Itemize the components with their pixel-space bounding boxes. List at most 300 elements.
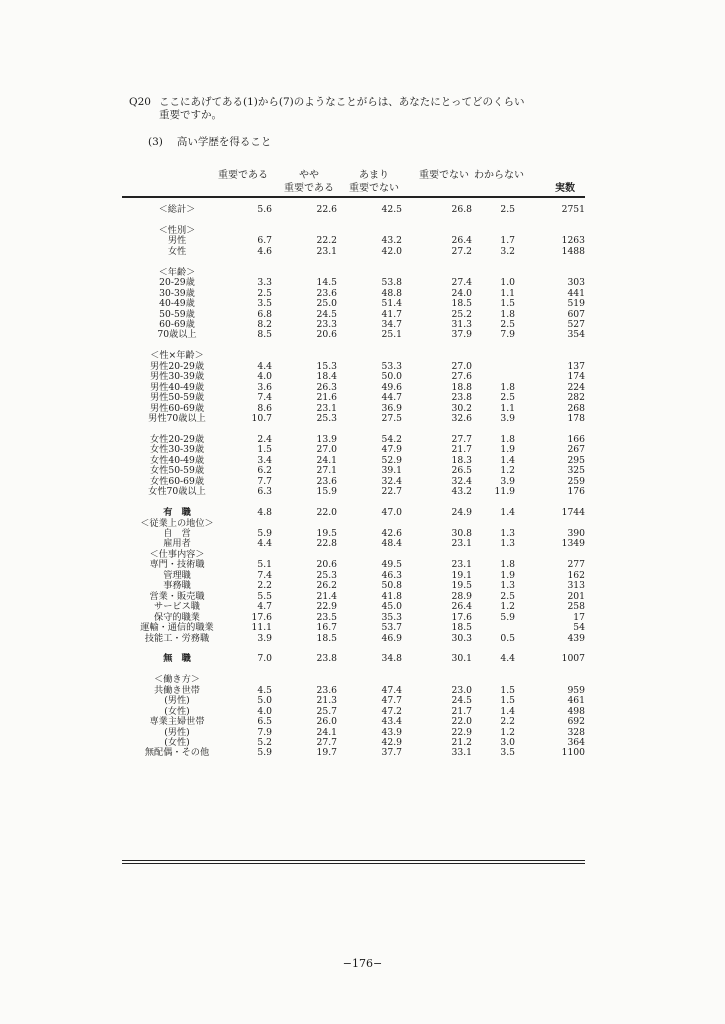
- value-dont-know: 2.2: [500, 716, 515, 728]
- value-count: 1349: [561, 538, 585, 550]
- row-label: 専門・技術職: [149, 559, 205, 571]
- value-important: 4.4: [257, 538, 272, 550]
- value-not-important: 17.6: [451, 611, 472, 623]
- value-important: 2.2: [257, 580, 272, 592]
- value-count: 178: [567, 413, 585, 425]
- value-somewhat-important: 20.6: [316, 329, 337, 341]
- row-label: 40-49歳: [159, 298, 195, 310]
- column-header-not-very-important-line2: 重要でない: [349, 183, 399, 194]
- value-important: 5.0: [257, 695, 272, 707]
- row-label: 有 職: [163, 507, 191, 519]
- value-dont-know: 0.5: [500, 632, 515, 644]
- value-count: 258: [567, 601, 585, 613]
- value-somewhat-important: 20.6: [316, 559, 337, 571]
- value-somewhat-important: 16.7: [316, 622, 337, 634]
- column-header-somewhat-important-line1: やや: [299, 170, 319, 181]
- table-row: [122, 654, 585, 664]
- group-heading: ＜年齢＞: [158, 266, 196, 278]
- group-heading-row: [122, 226, 585, 236]
- subitem: [148, 134, 271, 149]
- question-text-line2: 重要ですか。: [159, 109, 222, 121]
- question-text-line1: ここにあげてある(1)から(7)のようなことがらは、あなたにとってどのくらい: [159, 96, 525, 108]
- value-dont-know: 2.5: [500, 204, 515, 215]
- row-label: 50-59歳: [159, 308, 195, 320]
- value-dont-know: 1.3: [500, 527, 515, 539]
- column-header-somewhat-important-line2: 重要である: [284, 183, 334, 194]
- value-dont-know: 5.9: [500, 611, 515, 623]
- row-label: 運輸・通信的職業: [140, 622, 214, 634]
- value-count: 692: [567, 716, 585, 728]
- spacer-cell: [122, 498, 585, 508]
- value-not-very-important: 53.7: [381, 622, 402, 634]
- value-not-very-important: 53.3: [381, 360, 402, 372]
- subitem-number: (3): [148, 136, 163, 148]
- value-count: 267: [567, 444, 585, 456]
- value-not-important: 21.7: [451, 444, 472, 456]
- value-somewhat-important: 23.8: [316, 653, 337, 665]
- value-somewhat-important: 23.6: [316, 684, 337, 696]
- value-dont-know: 1.1: [500, 287, 515, 299]
- value-not-important: 30.2: [451, 402, 472, 414]
- value-important: 3.5: [257, 298, 272, 310]
- value-important: 4.7: [257, 601, 272, 613]
- value-not-important: 18.3: [451, 454, 472, 466]
- value-not-very-important: 47.7: [381, 695, 402, 707]
- value-important: 4.8: [257, 507, 272, 519]
- value-count: 162: [567, 569, 585, 581]
- row-label: 女性: [167, 245, 187, 257]
- row-label: 男性40-49歳: [149, 381, 205, 393]
- value-important: 5.5: [257, 590, 272, 602]
- table-row: [122, 236, 585, 246]
- column-header-somewhat-important: [284, 169, 334, 195]
- value-somewhat-important: 23.3: [316, 318, 337, 330]
- footer-rule-2: [122, 863, 585, 864]
- value-not-very-important: 41.8: [381, 590, 402, 602]
- value-dont-know: 2.5: [500, 392, 515, 404]
- value-dont-know: 1.9: [500, 569, 515, 581]
- table-row: [122, 696, 585, 706]
- value-important: 6.2: [257, 465, 272, 477]
- value-not-important: 24.0: [451, 287, 472, 299]
- value-not-very-important: 49.5: [381, 559, 402, 571]
- value-important: 4.4: [257, 360, 272, 372]
- value-not-important: 28.9: [451, 590, 472, 602]
- table-row: [122, 205, 585, 215]
- value-somewhat-important: 25.7: [316, 705, 337, 717]
- value-important: 7.0: [257, 653, 272, 665]
- value-not-important: 26.4: [451, 601, 472, 613]
- row-label: 共働き世帯: [154, 684, 200, 696]
- value-dont-know: 1.8: [500, 559, 515, 571]
- value-important: 6.7: [257, 235, 272, 247]
- value-not-important: 23.0: [451, 684, 472, 696]
- value-dont-know: 3.9: [500, 413, 515, 425]
- footer-rule-1: [122, 860, 585, 861]
- value-somewhat-important: 22.6: [316, 204, 337, 215]
- value-count: 295: [567, 454, 585, 466]
- value-somewhat-important: 24.1: [316, 726, 337, 738]
- value-not-important: 32.4: [451, 475, 472, 487]
- value-count: 328: [567, 726, 585, 738]
- value-count: 54: [573, 622, 585, 634]
- value-not-very-important: 44.7: [381, 392, 402, 404]
- value-somewhat-important: 14.5: [316, 277, 337, 289]
- value-count: 224: [567, 381, 585, 393]
- value-count: 1100: [561, 747, 585, 759]
- value-not-important: 27.2: [451, 245, 472, 257]
- row-label: 30-39歳: [159, 287, 195, 299]
- value-not-very-important: 41.7: [381, 308, 402, 320]
- column-header-important: 重要である: [218, 170, 268, 181]
- value-not-very-important: 46.9: [381, 632, 402, 644]
- row-label: 女性40-49歳: [149, 454, 205, 466]
- value-not-important: 27.6: [451, 371, 472, 383]
- value-count: 325: [567, 465, 585, 477]
- value-important: 17.6: [251, 611, 272, 623]
- value-important: 7.7: [257, 475, 272, 487]
- value-dont-know: [472, 362, 515, 372]
- value-not-very-important: 47.0: [381, 507, 402, 519]
- value-important: 5.1: [257, 559, 272, 571]
- value-dont-know: 1.9: [500, 444, 515, 456]
- row-label: 女性70歳以上: [148, 486, 206, 498]
- value-not-very-important: 43.9: [381, 726, 402, 738]
- row-label: 自 営: [163, 527, 191, 539]
- group-heading-row: [122, 519, 585, 529]
- page-number: −176−: [342, 957, 383, 970]
- value-important: 10.7: [251, 413, 272, 425]
- row-label: 保守的職業: [154, 611, 200, 623]
- table-row: [122, 717, 585, 727]
- value-count: 354: [567, 329, 585, 341]
- value-not-important: 22.9: [451, 726, 472, 738]
- value-not-very-important: 27.5: [381, 413, 402, 425]
- row-label: 専業主婦世帯: [149, 716, 205, 728]
- value-not-important: 21.2: [451, 737, 472, 748]
- value-dont-know: [472, 351, 515, 361]
- value-somewhat-important: 27.0: [316, 444, 337, 456]
- value-dont-know: 1.2: [500, 601, 515, 613]
- row-label: (男性): [164, 726, 190, 738]
- value-not-important: 43.2: [451, 486, 472, 498]
- value-somewhat-important: 26.0: [316, 716, 337, 728]
- value-important: 5.6: [257, 204, 272, 215]
- value-somewhat-important: 21.6: [316, 392, 337, 404]
- value-dont-know: 2.5: [500, 318, 515, 330]
- table-row: [122, 728, 585, 738]
- value-count: 959: [567, 684, 585, 696]
- table-row: [122, 299, 585, 309]
- row-label: 70歳以上: [157, 329, 197, 341]
- value-important: 4.0: [257, 705, 272, 717]
- value-not-very-important: 34.8: [381, 653, 402, 665]
- value-not-important: 18.8: [451, 381, 472, 393]
- value-count: 607: [567, 308, 585, 320]
- value-not-very-important: 37.7: [381, 747, 402, 759]
- value-important: 7.4: [257, 392, 272, 404]
- value-somewhat-important: 25.0: [316, 298, 337, 310]
- value-not-important: 18.5: [451, 298, 472, 310]
- value-somewhat-important: 19.7: [316, 747, 337, 759]
- value-not-important: 30.8: [451, 527, 472, 539]
- value-dont-know: 1.4: [500, 454, 515, 466]
- value-not-important: 26.5: [451, 465, 472, 477]
- value-dont-know: 3.5: [500, 747, 515, 759]
- value-not-important: 30.1: [451, 653, 472, 665]
- value-not-important: 26.4: [451, 235, 472, 247]
- value-dont-know: 1.5: [500, 695, 515, 707]
- column-header-count: 実数: [555, 183, 575, 194]
- value-somewhat-important: 21.4: [316, 590, 337, 602]
- value-not-very-important: 49.6: [381, 381, 402, 393]
- value-somewhat-important: 26.3: [316, 381, 337, 393]
- value-not-important: 30.3: [451, 632, 472, 644]
- value-count: 527: [567, 318, 585, 330]
- value-important: 6.3: [257, 486, 272, 498]
- value-not-very-important: 52.9: [381, 454, 402, 466]
- value-somewhat-important: 22.2: [316, 235, 337, 247]
- value-important: 1.5: [257, 444, 272, 456]
- table-row: [122, 571, 585, 581]
- table-row: [122, 686, 585, 696]
- value-not-important: 19.5: [451, 580, 472, 592]
- value-dont-know: 1.2: [500, 726, 515, 738]
- row-label: 管理職: [163, 569, 191, 581]
- value-somewhat-important: 26.2: [316, 580, 337, 592]
- value-not-important: 33.1: [451, 747, 472, 759]
- value-count: 176: [567, 486, 585, 498]
- row-label: 男性: [167, 235, 187, 247]
- value-not-very-important: 32.4: [381, 475, 402, 487]
- value-count: 174: [567, 371, 585, 383]
- value-count: 282: [567, 392, 585, 404]
- value-somewhat-important: 23.1: [316, 402, 337, 414]
- value-not-important: 37.9: [451, 329, 472, 341]
- value-not-very-important: 25.1: [381, 329, 402, 341]
- value-important: 2.4: [257, 433, 272, 445]
- value-somewhat-important: 18.5: [316, 632, 337, 644]
- value-count: 277: [567, 559, 585, 571]
- value-not-very-important: 47.9: [381, 444, 402, 456]
- value-somewhat-important: 15.9: [316, 486, 337, 498]
- column-header-not-very-important-line1: あまり: [359, 170, 389, 181]
- value-count: 390: [567, 527, 585, 539]
- group-heading: ＜従業上の地位＞: [140, 517, 214, 529]
- row-label: ＜総計＞: [158, 204, 196, 215]
- value-count: 1488: [561, 245, 585, 257]
- table-row: [122, 623, 585, 633]
- value-somewhat-important: 23.6: [316, 475, 337, 487]
- row-label: 女性60-69歳: [149, 475, 205, 487]
- value-count: 201: [567, 590, 585, 602]
- value-important: 3.6: [257, 381, 272, 393]
- table-row: [122, 634, 585, 644]
- value-count: 1263: [561, 235, 585, 247]
- value-dont-know: [472, 623, 515, 633]
- column-header-not-very-important: [349, 169, 399, 195]
- value-dont-know: 7.9: [500, 329, 515, 341]
- value-important: 2.5: [257, 287, 272, 299]
- column-header-not-important: 重要でない: [419, 170, 469, 181]
- value-not-very-important: 54.2: [381, 433, 402, 445]
- value-not-important: 26.8: [451, 204, 472, 215]
- value-not-very-important: 35.3: [381, 611, 402, 623]
- value-count: 166: [567, 433, 585, 445]
- row-label: 60-69歳: [159, 318, 195, 330]
- value-count: 364: [567, 737, 585, 748]
- value-important: 7.9: [257, 726, 272, 738]
- value-not-very-important: 42.0: [381, 245, 402, 257]
- row-label: 女性30-39歳: [149, 444, 205, 456]
- row-label: 男性50-59歳: [149, 392, 205, 404]
- value-not-very-important: 51.4: [381, 298, 402, 310]
- table-row: [122, 560, 585, 570]
- value-important: 4.6: [257, 245, 272, 257]
- group-heading: ＜性別＞: [158, 224, 196, 236]
- value-not-very-important: 36.9: [381, 402, 402, 414]
- value-count: 313: [567, 580, 585, 592]
- value-important: 3.4: [257, 454, 272, 466]
- value-somewhat-important: 15.3: [316, 360, 337, 372]
- value-count: 17: [573, 611, 585, 623]
- value-count: 303: [567, 277, 585, 289]
- value-not-important: 32.6: [451, 413, 472, 425]
- question-number: Q20: [129, 96, 151, 108]
- row-label: 無配偶・その他: [144, 747, 210, 759]
- value-important: 8.5: [257, 329, 272, 341]
- row-label: 男性30-39歳: [149, 371, 205, 383]
- question-text: [159, 96, 599, 122]
- value-somewhat-important: 13.9: [316, 433, 337, 445]
- value-not-very-important: 42.5: [381, 204, 402, 215]
- value-not-very-important: 42.9: [381, 737, 402, 748]
- row-label: 営業・販売職: [149, 590, 205, 602]
- row-label: (女性): [164, 737, 190, 748]
- value-not-very-important: 45.0: [381, 601, 402, 613]
- value-dont-know: 1.4: [500, 507, 515, 519]
- value-not-important: 27.0: [451, 360, 472, 372]
- value-somewhat-important: 21.3: [316, 695, 337, 707]
- value-somewhat-important: 23.6: [316, 287, 337, 299]
- value-not-important: 23.1: [451, 559, 472, 571]
- value-somewhat-important: 22.9: [316, 601, 337, 613]
- value-not-very-important: 47.2: [381, 705, 402, 717]
- value-somewhat-important: 24.1: [316, 454, 337, 466]
- value-dont-know: 2.5: [500, 590, 515, 602]
- value-count: 461: [567, 695, 585, 707]
- value-not-important: 31.3: [451, 318, 472, 330]
- value-not-very-important: 50.0: [381, 371, 402, 383]
- value-not-important: 24.9: [451, 507, 472, 519]
- value-not-important: 27.7: [451, 433, 472, 445]
- table-row: [122, 330, 585, 340]
- value-not-very-important: 48.4: [381, 538, 402, 550]
- table-row: [122, 748, 585, 758]
- value-dont-know: 1.2: [500, 465, 515, 477]
- results-table-body: [122, 205, 585, 759]
- value-dont-know: 1.8: [500, 381, 515, 393]
- value-not-important: 22.0: [451, 716, 472, 728]
- row-label: 技能工・労務職: [144, 632, 210, 644]
- table-row: [122, 247, 585, 257]
- value-dont-know: 1.5: [500, 298, 515, 310]
- value-dont-know: 3.0: [500, 737, 515, 748]
- value-dont-know: 1.8: [500, 308, 515, 320]
- value-dont-know: 1.8: [500, 433, 515, 445]
- value-important: 7.4: [257, 569, 272, 581]
- value-count: 1744: [561, 507, 585, 519]
- value-not-very-important: 43.4: [381, 716, 402, 728]
- row-label: 女性20-29歳: [149, 433, 205, 445]
- value-count: 498: [567, 705, 585, 717]
- value-important: 11.1: [251, 622, 272, 634]
- column-header-dont-know: わからない: [474, 170, 524, 181]
- value-somewhat-important: 23.5: [316, 611, 337, 623]
- header-rule: [122, 196, 585, 198]
- value-dont-know: 1.0: [500, 277, 515, 289]
- value-important: 4.0: [257, 371, 272, 383]
- row-label: 男性20-29歳: [149, 360, 205, 372]
- table-row: [122, 529, 585, 539]
- row-label: サービス職: [154, 601, 200, 613]
- table-row: [122, 393, 585, 403]
- value-not-important: 23.1: [451, 538, 472, 550]
- value-not-very-important: 43.2: [381, 235, 402, 247]
- value-somewhat-important: 19.5: [316, 527, 337, 539]
- value-important: 3.3: [257, 277, 272, 289]
- value-important: 5.9: [257, 527, 272, 539]
- value-not-important: 19.1: [451, 569, 472, 581]
- group-heading: ＜性×年齢＞: [150, 350, 204, 362]
- value-not-very-important: 50.8: [381, 580, 402, 592]
- value-not-very-important: 22.7: [381, 486, 402, 498]
- value-important: 4.5: [257, 684, 272, 696]
- value-somewhat-important: 27.1: [316, 465, 337, 477]
- spacer-cell: [122, 644, 585, 654]
- spacer-row: [122, 498, 585, 508]
- value-dont-know: 1.1: [500, 402, 515, 414]
- value-important: 6.8: [257, 308, 272, 320]
- value-count: 2751: [561, 204, 585, 215]
- value-count: 519: [567, 298, 585, 310]
- value-count: 1007: [561, 653, 585, 665]
- value-somewhat-important: 22.0: [316, 507, 337, 519]
- value-somewhat-important: 25.3: [316, 413, 337, 425]
- value-count: 259: [567, 475, 585, 487]
- value-important: 3.9: [257, 632, 272, 644]
- value-not-very-important: 47.4: [381, 684, 402, 696]
- value-count: 441: [567, 287, 585, 299]
- value-not-very-important: 42.6: [381, 527, 402, 539]
- results-table: [122, 205, 585, 759]
- value-count: 137: [567, 360, 585, 372]
- value-not-very-important: 34.7: [381, 318, 402, 330]
- value-important: 5.9: [257, 747, 272, 759]
- value-not-very-important: 39.1: [381, 465, 402, 477]
- row-label: (男性): [164, 695, 190, 707]
- value-important: 6.5: [257, 716, 272, 728]
- row-label: 20-29歳: [159, 277, 195, 289]
- table-row: [122, 508, 585, 518]
- table-row: [122, 414, 585, 424]
- value-dont-know: 3.2: [500, 245, 515, 257]
- value-dont-know: 1.5: [500, 684, 515, 696]
- value-not-very-important: 46.3: [381, 569, 402, 581]
- value-not-important: 18.5: [451, 622, 472, 634]
- table-row: [122, 487, 585, 497]
- value-dont-know: 1.3: [500, 580, 515, 592]
